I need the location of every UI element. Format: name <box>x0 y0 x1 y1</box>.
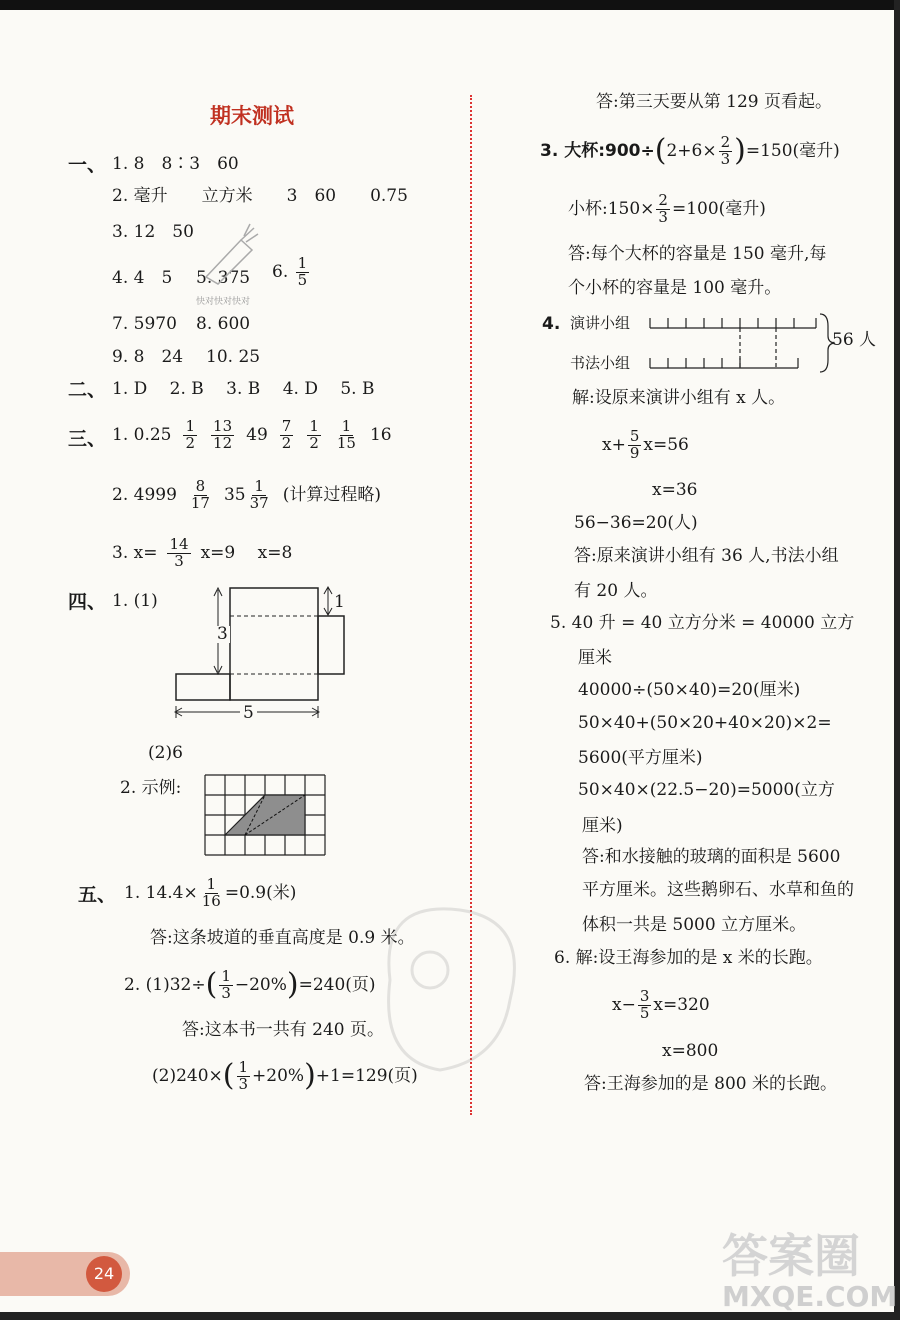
denominator: 2 <box>185 433 196 452</box>
s3-r1-frac-c <box>280 416 294 452</box>
denominator: 16 <box>201 891 221 910</box>
denominator: 2 <box>281 433 292 452</box>
numerator: 1 <box>206 874 217 893</box>
s5-q2-frac <box>219 966 233 1002</box>
page-number: 24 <box>86 1256 122 1292</box>
numerator: 1 <box>185 416 196 435</box>
numerator: 1 <box>309 416 319 435</box>
r-q3-small <box>568 186 766 232</box>
s3-row1 <box>112 412 392 458</box>
numerator: 1 <box>238 1057 249 1076</box>
s3-r1-frac-a <box>183 416 197 452</box>
r-q4-label: 4. <box>542 314 561 334</box>
section-2-label: 二、 <box>68 379 107 401</box>
r-q6-eq1-frac <box>638 986 652 1022</box>
r-q3-big <box>540 128 840 174</box>
right-paren: ) <box>304 1058 316 1093</box>
s5-q2-answer: 答:这本书一共有 240 页。 <box>182 1020 384 1040</box>
right-border <box>894 0 900 1320</box>
r-q3-ans1: 答:每个大杯的容量是 150 毫升,每 <box>568 244 827 264</box>
denominator: 3 <box>658 207 668 226</box>
left-paren: ( <box>654 133 667 168</box>
site-watermark: MXQE.COM <box>722 1280 898 1313</box>
r-q5-l6: 50×40×(22.5−20)=5000(立方 <box>578 780 835 800</box>
numerator: 3 <box>639 986 650 1005</box>
section-4-label: 四、 <box>68 591 107 613</box>
s4-q1b: (2)6 <box>148 743 183 763</box>
denominator: 15 <box>336 433 356 452</box>
s3-r2-note: (计算过程略) <box>282 484 381 505</box>
s1-q9: 9. 8 24 <box>112 347 184 367</box>
s5-q2-post: −20% <box>234 974 287 995</box>
s1-q4: 4. 4 5 <box>112 268 173 288</box>
s3-r2-frac <box>189 476 212 512</box>
numerator: 1 <box>341 416 352 435</box>
s1-q7: 7. 5970 <box>112 314 177 334</box>
r-q4-sol: 解:设原来演讲小组有 x 人。 <box>572 388 786 408</box>
r-q4-eq2: x=36 <box>652 480 698 500</box>
top-border <box>0 0 900 10</box>
dim-height-label: 3 <box>217 624 228 644</box>
s1-q6-label: 6. <box>272 261 289 282</box>
s1-q10: 10. 25 <box>206 347 261 367</box>
cuboid-net-diagram <box>170 582 360 722</box>
s5-q1-pre: 1. 14.4× <box>124 882 198 903</box>
denominator: 3 <box>174 551 184 570</box>
r-q5-l5: 5600(平方厘米) <box>578 748 703 768</box>
r-q3-in: 2+6× <box>666 140 717 161</box>
r-q6-eq1-pre: x− <box>612 994 636 1015</box>
r-q4-row1-label: 演讲小组 <box>570 314 631 332</box>
r-q4-eq1-pre: x+ <box>602 434 626 455</box>
s1-q5: 5. 375 <box>196 268 251 288</box>
s5-q2 <box>124 962 376 1008</box>
r-q6-eq1-post: x=320 <box>653 994 710 1015</box>
s1-q2: 2. 毫升 立方米 3 60 0.75 <box>112 186 408 206</box>
fraction-part <box>248 476 271 512</box>
numerator: 1 <box>297 254 308 272</box>
denominator: 9 <box>629 443 640 462</box>
numerator: 5 <box>629 426 640 445</box>
right-paren: ) <box>734 133 746 168</box>
s4-q1: 1. (1) <box>112 591 158 611</box>
logo-watermark: 答案圈 <box>722 1229 860 1283</box>
whole-part: 35 <box>223 484 246 505</box>
s1-q1: 1. 8 8∶3 60 <box>112 154 239 174</box>
numerator: 1 <box>254 476 264 495</box>
r-q3-small-pre: 小杯:150× <box>568 198 655 219</box>
r-q5-l4: 50×40+(50×20+40×20)×2= <box>578 713 832 733</box>
numerator: 2 <box>720 132 731 151</box>
right-paren: ) <box>286 967 299 1002</box>
s3-r1-mid: 49 <box>246 424 268 445</box>
page-title: 期末测试 <box>210 104 294 128</box>
denominator: 17 <box>190 493 210 512</box>
stamp-watermark: 快对快对快对 <box>196 297 251 307</box>
s5-q2b-post: +20% <box>252 1065 305 1086</box>
r-q4-eq3: 56−36=20(人) <box>574 513 698 533</box>
denominator: 2 <box>309 433 319 452</box>
s3-row2 <box>112 472 381 518</box>
r-q4-total: 56 人 <box>832 330 877 350</box>
s1-q6 <box>272 256 311 289</box>
r-q4-eq1-post: x=56 <box>643 434 689 455</box>
r-q5-l2: 厘米 <box>578 648 612 668</box>
r-q3-small-frac <box>656 190 670 226</box>
section-3-label: 三、 <box>68 428 107 450</box>
s5-q1-answer: 答:这条坡道的垂直高度是 0.9 米。 <box>150 928 415 948</box>
denominator: 5 <box>639 1003 650 1022</box>
s5-q2-pre: 2. (1)32÷ <box>124 974 206 995</box>
dim-top-label: 1 <box>334 592 345 612</box>
carrot-stamp-icon <box>196 222 266 292</box>
left-paren: ( <box>205 967 218 1002</box>
numerator: 14 <box>169 534 189 553</box>
s2-answers: 1. D 2. B 3. B 4. D 5. B <box>112 379 375 399</box>
grid-parallelogram-diagram <box>204 774 326 858</box>
denominator: 3 <box>720 149 731 168</box>
r-q3-small-res: =100(毫升) <box>671 198 766 219</box>
s5-q2b-res: +1=129(页) <box>315 1065 418 1086</box>
numerator: 7 <box>281 416 292 435</box>
r-q4-eq1 <box>602 422 689 468</box>
r-q5-l7: 厘米) <box>582 816 623 836</box>
section-1-label: 一、 <box>68 154 107 176</box>
s3-r1-frac-d <box>307 416 321 452</box>
mascot-watermark-icon <box>360 880 530 1080</box>
s3-row3 <box>112 530 292 576</box>
s5-q2b-frac <box>237 1057 251 1093</box>
left-paren: ( <box>222 1058 235 1093</box>
s5-q1-post: =0.9(米) <box>224 882 297 903</box>
s3-r1-frac-b <box>211 416 234 452</box>
bottom-border <box>0 1312 900 1320</box>
r-q4-ans1: 答:原来演讲小组有 36 人,书法小组 <box>574 546 839 566</box>
r-q5-ans1: 答:和水接触的玻璃的面积是 5600 <box>582 847 841 867</box>
s5-q1-frac <box>200 874 223 910</box>
s3-r3-rest: x=9 x=8 <box>200 542 293 563</box>
r-q4-eq1-frac <box>628 426 642 462</box>
denominator: 3 <box>238 1074 249 1093</box>
r-continued-answer: 答:第三天要从第 129 页看起。 <box>596 92 832 112</box>
s4-q2: 2. 示例: <box>120 778 182 798</box>
r-q6-eq1 <box>612 982 710 1028</box>
s3-r2-prefix: 2. 4999 <box>112 484 177 505</box>
denominator: 37 <box>249 493 269 512</box>
s3-r2-mixed <box>223 476 273 512</box>
numerator: 1 <box>221 966 231 985</box>
r-q6-l1: 6. 解:设王海参加的是 x 米的长跑。 <box>554 948 823 968</box>
numerator: 13 <box>213 416 233 435</box>
s3-r3-frac <box>167 534 190 570</box>
s1-q3: 3. 12 50 <box>112 222 194 242</box>
r-q3-frac <box>719 132 733 168</box>
section-5-label: 五、 <box>78 884 117 906</box>
r-q4-ans2: 有 20 人。 <box>574 581 658 601</box>
r-q5-l1: 5. 40 升 = 40 立方分米 = 40000 立方 <box>550 613 855 633</box>
r-q5-l3: 40000÷(50×40)=20(厘米) <box>578 680 801 700</box>
s5-q1 <box>124 870 296 916</box>
dim-width-label: 5 <box>240 705 257 722</box>
r-q3-ans2: 个小杯的容量是 100 毫升。 <box>568 278 782 298</box>
s3-r1-prefix: 1. 0.25 <box>112 424 172 445</box>
s5-q2-res: =240(页) <box>298 974 376 995</box>
numerator: 2 <box>658 190 668 209</box>
r-q6-ans: 答:王海参加的是 800 米的长跑。 <box>584 1074 837 1094</box>
s5-q2b-pre: (2)240× <box>152 1065 223 1086</box>
r-q6-eq2: x=800 <box>662 1041 719 1061</box>
r-q5-ans3: 体积一共是 5000 立方厘米。 <box>582 915 807 935</box>
numerator: 8 <box>195 476 206 495</box>
s1-q8: 8. 600 <box>196 314 251 334</box>
s3-r1-frac-e <box>335 416 358 452</box>
denominator: 5 <box>297 270 308 289</box>
s3-r1-end: 16 <box>369 424 392 445</box>
r-q4-bar-diagram <box>648 310 838 374</box>
s1-q6-fraction <box>296 256 310 289</box>
r-q5-ans2: 平方厘米。这些鹅卵石、水草和鱼的 <box>582 880 854 900</box>
s3-r3-prefix: 3. x= <box>112 542 158 563</box>
r-q3-res: =150(毫升) <box>745 140 840 161</box>
denominator: 3 <box>221 983 231 1002</box>
denominator: 12 <box>213 433 233 452</box>
r-q4-row2-label: 书法小组 <box>570 354 631 372</box>
r-q3-pre: 3. 大杯:900÷ <box>540 140 655 161</box>
